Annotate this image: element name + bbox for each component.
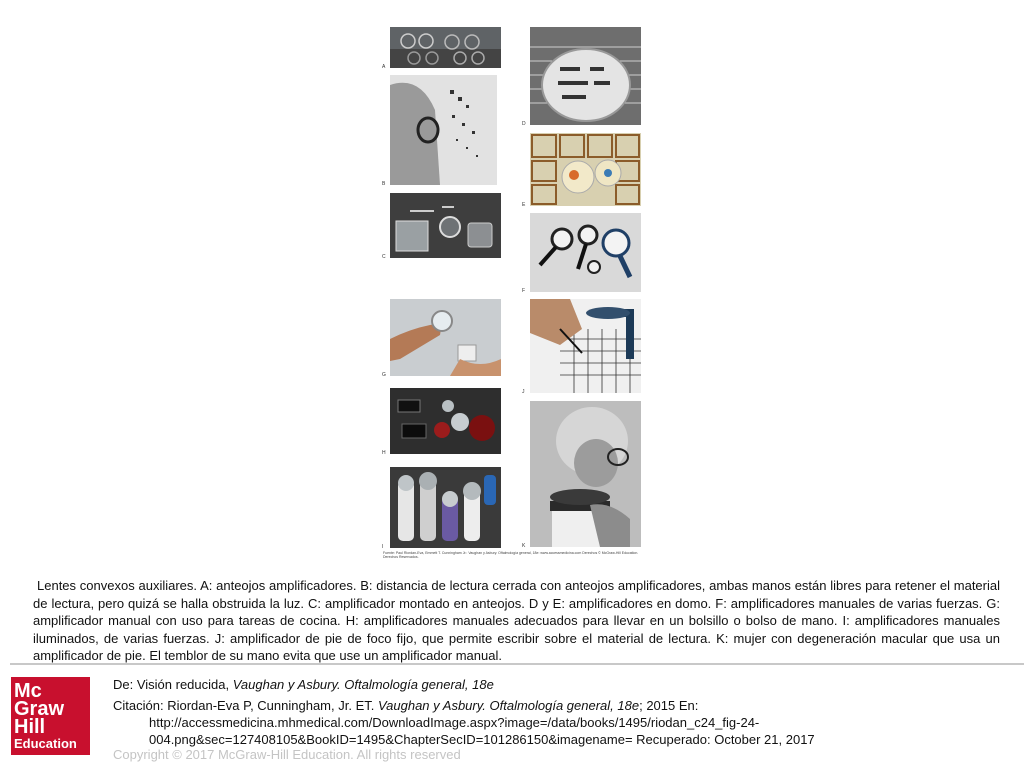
figure-panel-b xyxy=(382,75,497,187)
figure-panel-a xyxy=(382,27,501,70)
spectacle-mounted-magnifier-photo-icon xyxy=(390,193,501,258)
pocket-magnifiers-photo-icon xyxy=(390,388,501,454)
cite-prefix: Citación: xyxy=(113,698,168,713)
hand-magnifier-kitchen-photo-icon xyxy=(390,299,501,376)
citation-from xyxy=(113,676,494,693)
figure-panel-g xyxy=(382,299,501,378)
dome-magnifiers-on-pictures-photo-icon xyxy=(530,133,641,206)
logo-line-1: Mc xyxy=(14,680,42,702)
mcgraw-hill-logo xyxy=(11,677,90,755)
panel-letter: K xyxy=(522,543,526,549)
figure-panel-h xyxy=(382,388,501,456)
logo-line-3: Hill xyxy=(14,716,46,738)
magnifier-eyeglasses-photo-icon xyxy=(390,27,501,68)
hand-magnifiers-photo-icon xyxy=(530,213,641,292)
dome-magnifier-on-schedule-photo-icon xyxy=(530,27,641,125)
chapter-title: Visión reducida, xyxy=(136,677,233,692)
from-prefix: De: xyxy=(113,677,137,692)
cite-authors: Riordan-Eva P, Cunningham, Jr. ET xyxy=(167,698,371,713)
divider xyxy=(10,663,1024,665)
stand-magnifier-writing-photo-icon xyxy=(530,299,641,393)
figure-panel-i xyxy=(382,467,501,550)
cite-year: ; 2015 En: xyxy=(639,698,699,713)
figure-panel-d xyxy=(522,27,641,127)
figure-panel-j xyxy=(522,299,641,395)
figure-panel-f xyxy=(522,213,641,294)
logo-line-4: Education xyxy=(14,736,77,751)
cite-separator: . xyxy=(370,698,378,713)
figure-panel-e xyxy=(522,133,641,208)
copyright-notice: Copyright © 2017 McGraw-Hill Education. All rights reserved xyxy=(113,747,461,762)
panel-letter: D xyxy=(522,121,526,127)
panel-letter: F xyxy=(522,288,526,294)
woman-stand-magnifier-photo-icon xyxy=(530,401,641,547)
panel-letter: B xyxy=(382,181,386,187)
book-title: Vaughan y Asbury. Oftalmología general, 18e xyxy=(232,677,494,692)
panel-letter: H xyxy=(382,450,386,456)
panel-letter: J xyxy=(522,389,525,395)
citation-url-line-1[interactable]: http://accessmedicina.mhmedical.com/DownloadImage.aspx?image=/data/books/1495/riodan_c24_fig-24- xyxy=(149,715,760,730)
reading-eyeglasses-photo-icon xyxy=(390,75,497,185)
figure-panel-k xyxy=(522,401,641,549)
figure-source-note: Fuente: Paul Riordan-Eva, Emmett T. Cunningham Jr.: Vaughan y Asbury. Oftalmología general, 18e: www.accessmedicina.com Derechos © McGraw-Hill Education. Derechos Reservados. xyxy=(383,551,639,559)
panel-letter: I xyxy=(382,544,384,550)
citation-line xyxy=(113,697,698,714)
figure-caption: Lentes convexos auxiliares. A: anteojos amplificadores. B: distancia de lectura cerrada con anteojos amplificadores, ambas manos están libres para retener el material de lectura, pero quizá se halla obstruida la luz. C: amplificador montado en anteojos. D y E: amplificadores en domo. F: amplificadores manuales de varias fuerzas. G: amplificador manual con uso para tareas de cocina. H: amplificadores manuales adecuados para llevar en un bolsillo o bolso de mano. I: amplificadores manuales iluminados, de varias fuerzas. J: amplificador de pie de foco fijo, que permite escribir sobre el material de lectura. K: mujer con degeneración macular que usa un amplificador de pie. El temblor de su mano evita que use un amplificador manual. xyxy=(33,578,1000,663)
illuminated-magnifiers-photo-icon xyxy=(390,467,501,548)
figure-panel-c xyxy=(382,193,501,260)
panel-letter: C xyxy=(382,254,386,260)
panel-letter: G xyxy=(382,372,386,378)
cite-book-title: Vaughan y Asbury. Oftalmología general, 18e xyxy=(377,698,640,713)
panel-letter: A xyxy=(382,64,386,70)
logo-line-2: Graw xyxy=(14,698,65,720)
citation-url-line-2[interactable]: 004.png&sec=127408105&BookID=1495&ChapterSecID=101286150&imagename= Recuperado: October 21, 2017 xyxy=(149,732,815,747)
panel-letter: E xyxy=(522,202,526,208)
